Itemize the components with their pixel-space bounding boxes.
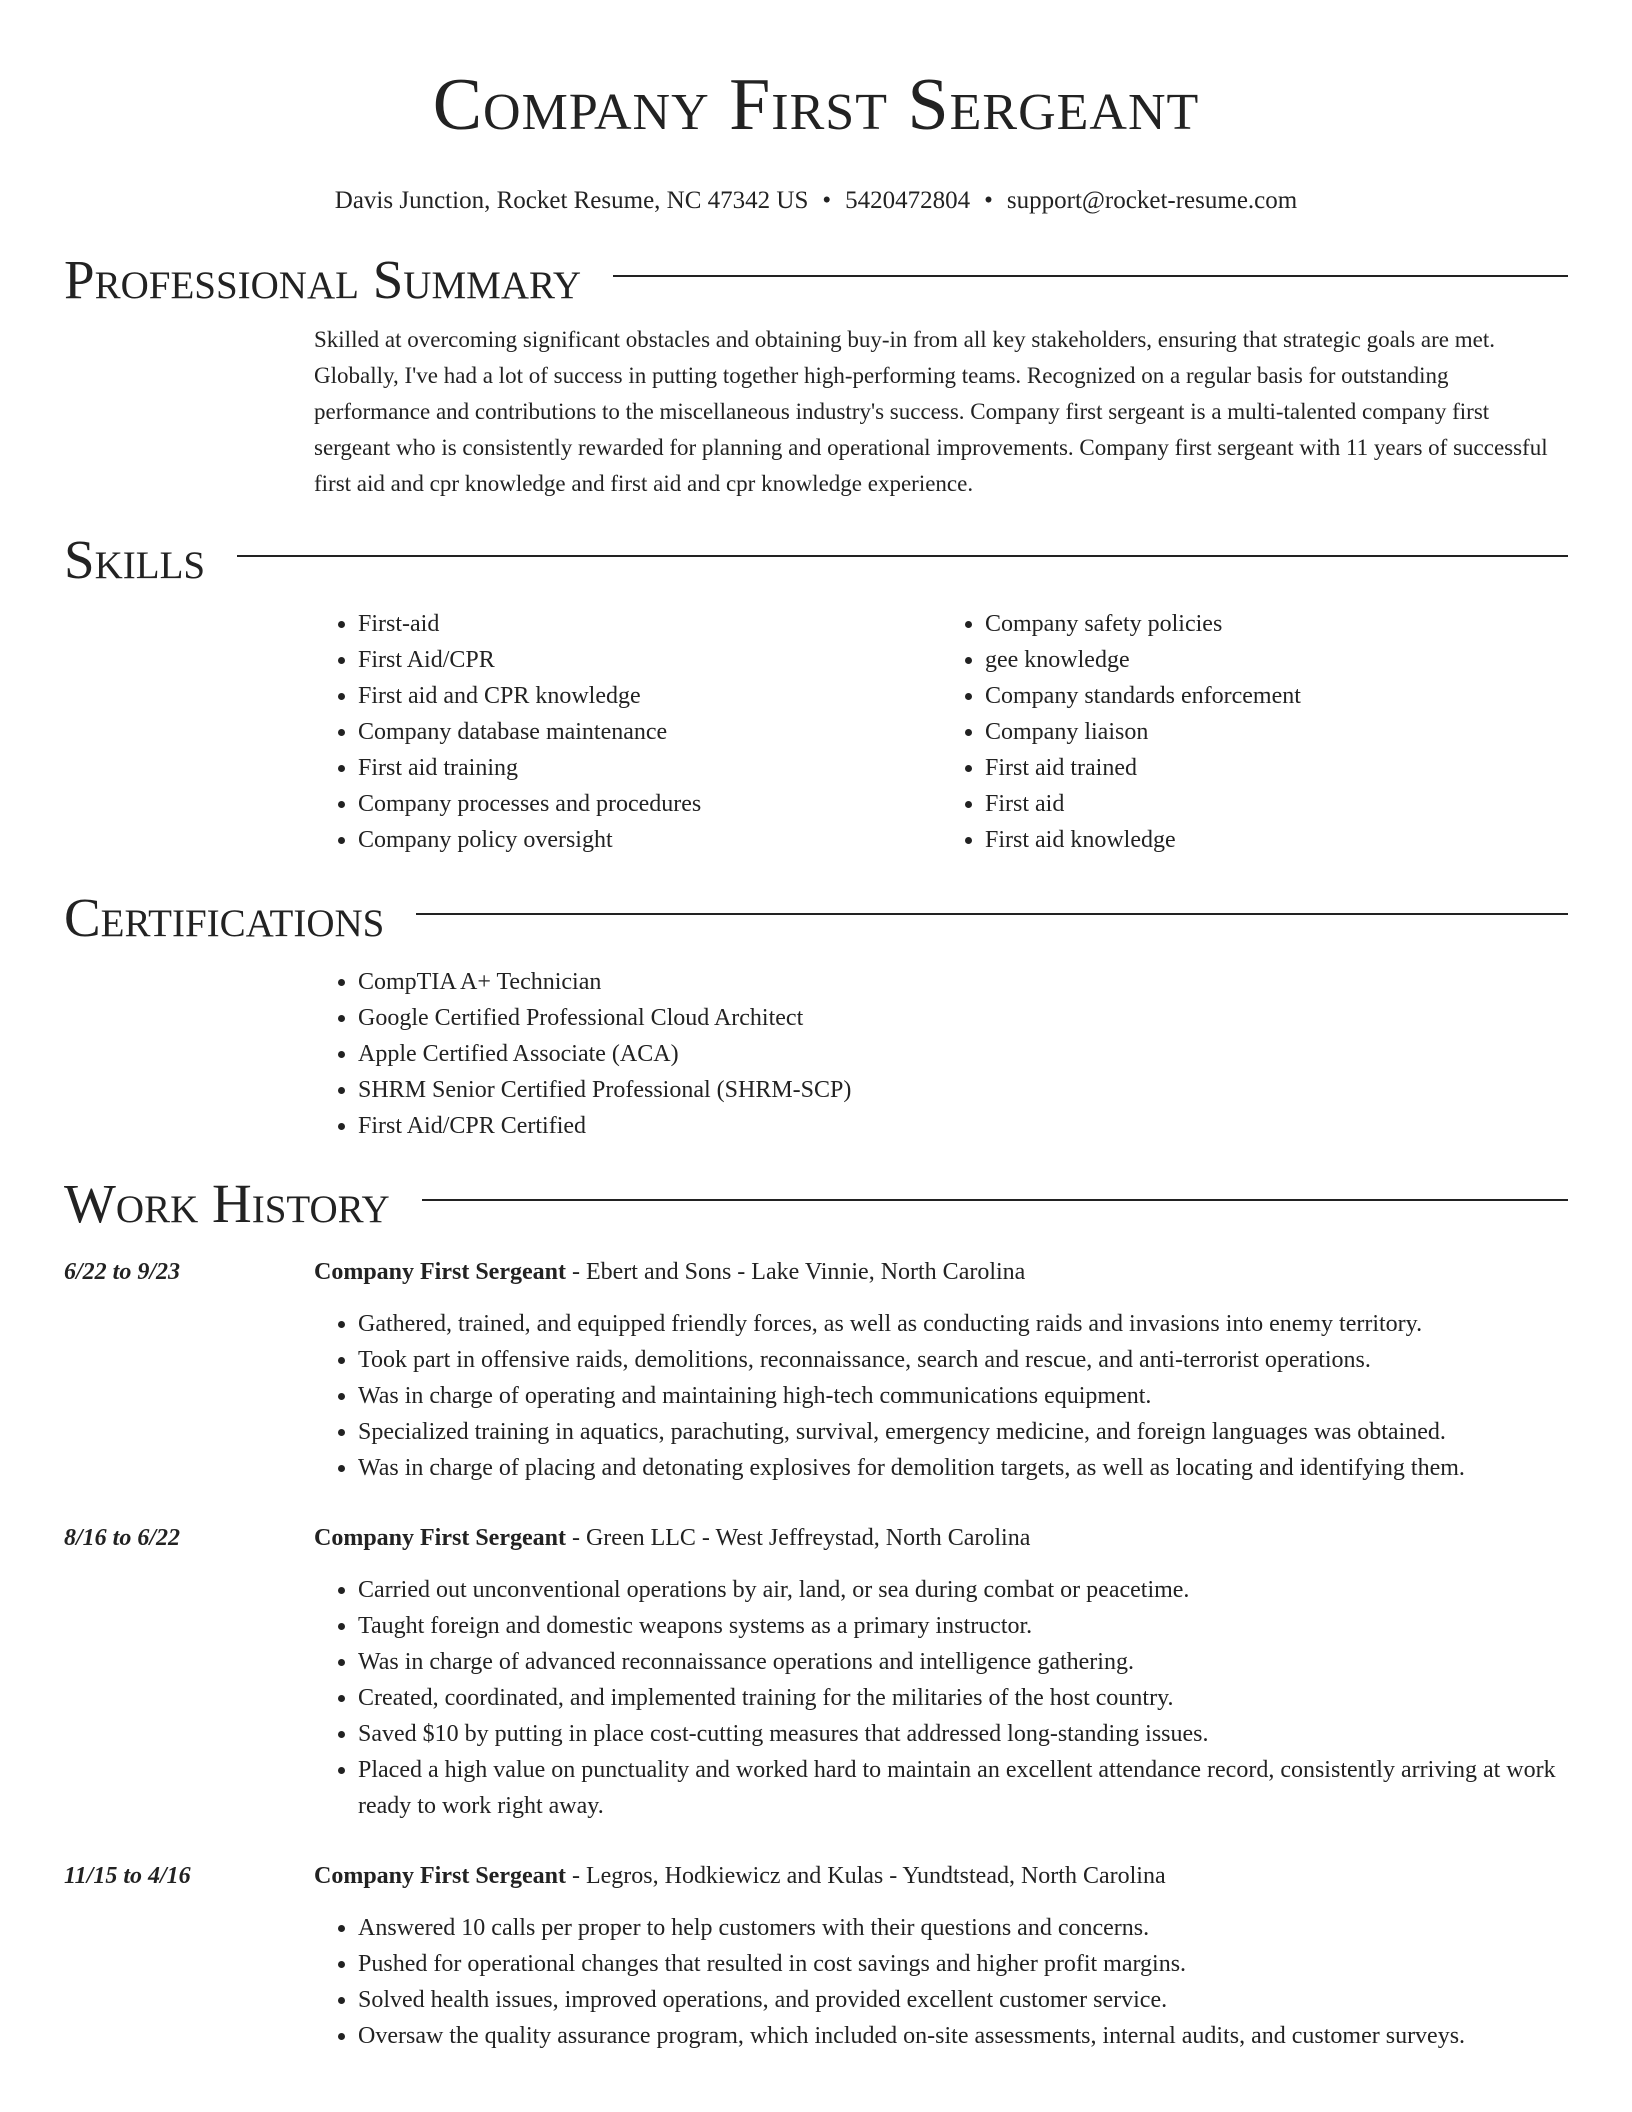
job-duty: • Gathered, trained, and equipped friendly forces, as well as conducting raids and invasions into enemy territory. [358,1306,1568,1342]
job-duty: • Solved health issues, improved operations, and provided excellent customer service. [358,1982,1568,2018]
skills-body [314,606,1568,858]
contact-separator: • [822,187,832,214]
certification-item: • CompTIA A+ Technician [358,964,1568,1000]
section-divider [237,555,1568,557]
summary-body [314,322,1568,502]
contact-phone: 5420472804 [845,187,971,214]
job-dates: 6/22 to 9/23 [64,1259,181,1285]
contact-line [64,184,1568,218]
job-duties [314,1910,1568,2054]
skill-item: • Company safety policies [985,606,1568,642]
job-employer-location: - Green LLC - West Jeffreystad, North Carolina [565,1525,1031,1551]
job-duty: • Created, coordinated, and implemented training for the militaries of the host country. [358,1680,1568,1716]
job-content [314,1520,1568,1824]
job-entry [64,1858,1568,2054]
skill-item: • Company standards enforcement [985,678,1568,714]
skill-item: • First aid trained [985,750,1568,786]
candidate-name: Company First Sergeant [432,64,1200,146]
job-title-line [314,1254,1568,1290]
job-duty: • Oversaw the quality assurance program, which included on-site assessments, internal audits, and customer surveys. [358,2018,1568,2054]
job-duty: • Specialized training in aquatics, parachuting, survival, emergency medicine, and foreign languages was obtained. [358,1414,1568,1450]
summary-heading [64,248,1568,312]
job-title-line [314,1858,1568,1894]
skills-section [64,528,1568,858]
skill-item: • Company processes and procedures [358,786,941,822]
section-divider [416,913,1568,915]
job-content [314,1858,1568,2054]
job-role: Company First Sergeant [314,1259,566,1285]
job-duty: • Pushed for operational changes that resulted in cost savings and higher profit margins. [358,1946,1568,1982]
skill-item: • First-aid [358,606,941,642]
section-title: Skills [64,529,206,590]
skill-item: • First Aid/CPR [358,642,941,678]
job-role: Company First Sergeant [314,1525,566,1551]
job-duty: • Answered 10 calls per proper to help customers with their questions and concerns. [358,1910,1568,1946]
skills-list-left [314,606,941,858]
job-entry [64,1254,1568,1486]
job-role: Company First Sergeant [314,1863,566,1889]
section-divider [613,275,1568,277]
job-duty: • Took part in offensive raids, demolitions, reconnaissance, search and rescue, and anti-terrorist operations. [358,1342,1568,1378]
certification-item: • Google Certified Professional Cloud Architect [358,1000,1568,1036]
skill-item: • Company liaison [985,714,1568,750]
job-duties [314,1572,1568,1824]
job-duty: • Taught foreign and domestic weapons systems as a primary instructor. [358,1608,1568,1644]
job-duty: • Saved $10 by putting in place cost-cutting measures that addressed long-standing issues. [358,1716,1568,1752]
certification-item: • Apple Certified Associate (ACA) [358,1036,1568,1072]
skill-item: • First aid and CPR knowledge [358,678,941,714]
skill-item: • First aid [985,786,1568,822]
certifications-body [314,964,1568,1144]
job-entry [64,1520,1568,1824]
skill-item: • Company policy oversight [358,822,941,858]
skills-heading [64,528,1568,592]
job-employer-location: - Ebert and Sons - Lake Vinnie, North Carolina [565,1259,1026,1285]
job-duty: • Was in charge of advanced reconnaissance operations and intelligence gathering. [358,1644,1568,1680]
job-duty: • Was in charge of placing and detonating explosives for demolition targets, as well as locating and identifying them. [358,1450,1568,1486]
summary-text: Skilled at overcoming significant obstacles and obtaining buy-in from all key stakeholders, ensuring that strategic goals are met. Globally, I've had a lot of success in putting together high-performing teams. Recognized on a regular basis for outstanding performance and contributions to the miscellaneous industry's success. Company first sergeant is a multi-talented company first sergeant who is consistently rewarded for planning and operational improvements. Company first sergeant with 11 years of successful first aid and cpr knowledge and first aid and cpr knowledge experience. [314,327,1548,496]
job-content [314,1254,1568,1486]
certifications-section [64,886,1568,1144]
summary-section [64,248,1568,502]
work-history-section [64,1172,1568,2054]
section-divider [422,1199,1568,1201]
job-duty: • Was in charge of operating and maintaining high-tech communications equipment. [358,1378,1568,1414]
certification-item: • First Aid/CPR Certified [358,1108,1568,1144]
work-history-heading [64,1172,1568,1236]
skill-item: • Company database maintenance [358,714,941,750]
contact-address: Davis Junction, Rocket Resume, NC 47342 US [334,187,809,214]
certification-item: • SHRM Senior Certified Professional (SHRM-SCP) [358,1072,1568,1108]
section-title: Work History [64,1173,390,1234]
job-duty: • Carried out unconventional operations by air, land, or sea during combat or peacetime. [358,1572,1568,1608]
contact-email: support@rocket-resume.com [1006,187,1298,214]
certifications-heading [64,886,1568,950]
certifications-list [314,964,1568,1144]
job-duty: • Placed a high value on punctuality and worked hard to maintain an excellent attendance record, consistently arriving at work ready to work right away. [358,1752,1568,1824]
skill-item: • First aid training [358,750,941,786]
job-employer-location: - Legros, Hodkiewicz and Kulas - Yundtstead, North Carolina [565,1863,1166,1889]
skills-list-right [941,606,1568,858]
job-dates: 8/16 to 6/22 [64,1525,181,1551]
job-dates: 11/15 to 4/16 [64,1863,191,1889]
section-title: Certifications [64,887,385,948]
contact-separator: • [984,187,993,214]
skill-item: • gee knowledge [985,642,1568,678]
job-duties [314,1306,1568,1486]
skill-item: • First aid knowledge [985,822,1568,858]
job-title-line [314,1520,1568,1556]
section-title: Professional Summary [64,249,582,310]
